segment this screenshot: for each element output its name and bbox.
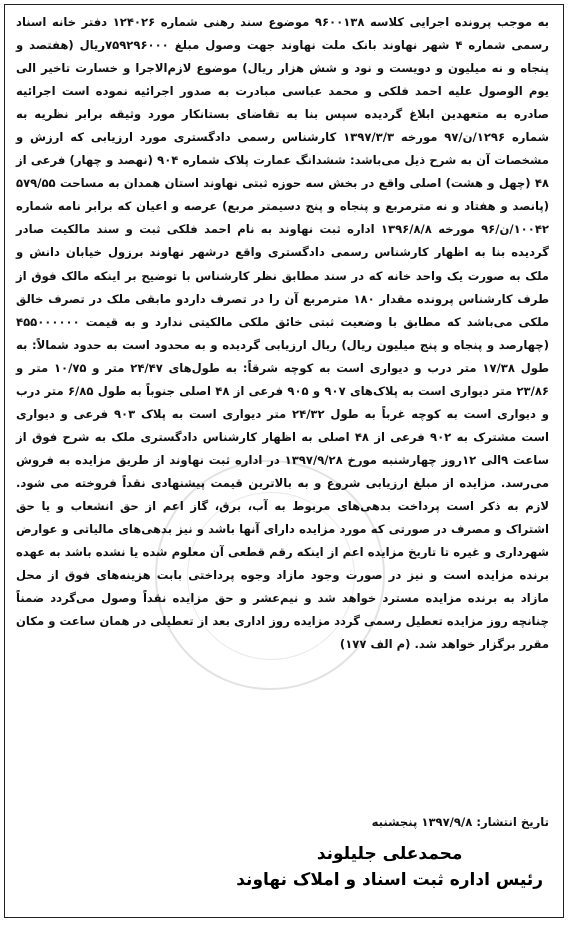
signature-block <box>236 841 543 893</box>
publish-date: تاریخ انتشار: ۱۳۹۷/۹/۸ پنجشنبه <box>371 815 549 829</box>
signer-title: رئیس اداره ثبت اسناد و املاک نهاوند <box>236 870 543 890</box>
signer-name: محمدعلی جلیلوند <box>316 844 463 864</box>
notice-body <box>16 11 549 656</box>
auction-notice <box>4 4 564 918</box>
notice-paragraph: به موجب پرونده اجرایی کلاسه ۹۶۰۰۱۳۸ موضوع سند رهنی شماره ۱۲۴۰۲۶ دفتر خانه اسناد رسمی شماره ۴ شهر نهاوند بانک ملت نهاوند جهت وصول مبلغ ۷۵۹۲۹۶۰۰۰ریال (هفتصد و پنجاه و نه میلیون و دویست و نود و شش هزار ریال) موضوع لازم‌الاجرا و خسارت تاخیر الی یوم الوصول علیه احمد فلکی و محمد عباسی مبادرت به صدور اجرائیه نموده است اجرائیه صادره به متعهدین ابلاغ گردیده سپس بنا به تقاضای بستانکار مورد وثیقه برابر نظریه به شماره ۱۲۹۶/ن/۹۷ مورخه ۱۳۹۷/۳/۳ کارشناس رسمی دادگستری مورد ارزیابی که ارزش و مشخصات آن به شرح ذیل می‌باشد: ششدانگ عمارت پلاک شماره ۹۰۴ (نهصد و چهار) فرعی از ۴۸ (چهل و هشت) اصلی واقع در بخش سه حوزه ثبتی نهاوند استان همدان به مساحت ۵۷۹/۵۵ (پانصد و هفتاد و نه مترمربع و پنجاه و پنج دسیمتر مربع) عرصه و اعیان که برابر نامه شماره ۱۰۰۴۲/ن/۹۶ مورخه ۱۳۹۶/۸/۸ اداره ثبت نهاوند به نام احمد فلکی ثبت و سند مالکیت صادر گردیده بنا به اظهار کارشناس رسمی دادگستری واقع درشهر نهاوند برزول خیابان دانش و ملک به صورت یک واحد خانه که در سند مطابق نظر کارشناس با توضیح بر اینکه مالک فوق از طرف کارشناس پرونده مقدار ۱۸۰ مترمربع آن را در تصرف داردو مابقی ملک در تصرف خالق ملکی می‌باشد که مطابق با وضعیت ثبتی خائق ملکی مالکیتی ندارد و به قیمت ۴۵۵۰۰۰۰۰۰ (چهارصد و پنجاه و پنج میلیون ریال) ریال ارزیابی گردیده و به محدود است به حدود شمالاً: به طول ۱۷/۳۸ متر درب و دیواری است به کوچه شرقاً: به طول‌های ۲۴/۴۷ متر و ۱۰/۷۵ متر و ۲۳/۸۶ متر دیواری است به پلاک‌های ۹۰۷ و ۹۰۵ فرعی از ۴۸ اصلی جنوباً به طول ۶/۸۵ متر درب و دیواری است به کوچه غرباً به طول ۲۴/۳۲ متر دیواری است به پلاک ۹۰۳ فرعی و دیواری است مشترک به ۹۰۲ فرعی از ۴۸ اصلی به اظهار کارشناس دادگستری ملک به شرح فوق از ساعت ۹الی ۱۲روز چهارشنبه مورخ ۱۳۹۷/۹/۲۸ در اداره ثبت نهاوند از طریق مزایده به فروش می‌رسد. مزایده از مبلغ ارزیابی شروع و به بالاترین قیمت پیشنهادی نقداً فروخته می شود. لازم به ذکر است پرداخت بدهی‌های مربوط به آب، برق، گاز اعم از حق انشعاب و یا حق اشتراک و مصرف در صورتی که مورد مزایده دارای آنها باشد و نیز بدهی‌های مالیاتی و عوارض شهرداری و غیره تا تاریخ مزایده اعم از اینکه رقم قطعی آن معلوم شده یا نشده باشد به عهده برنده مزایده است و نیز در صورت وجود مازاد وجوه پرداختی بابت هزینه‌های فوق از محل مازاد به برنده مزایده مسترد خواهد شد و نیم‌عشر و حق مزایده نقداً وصول می‌گردد ضمناً چنانچه روز مزایده تعطیل رسمی گردد مزایده روز اداری بعد از تعطیلی در همان ساعت و مکان مقرر برگزار خواهد شد. (م الف ۱۷۷) <box>16 15 550 652</box>
